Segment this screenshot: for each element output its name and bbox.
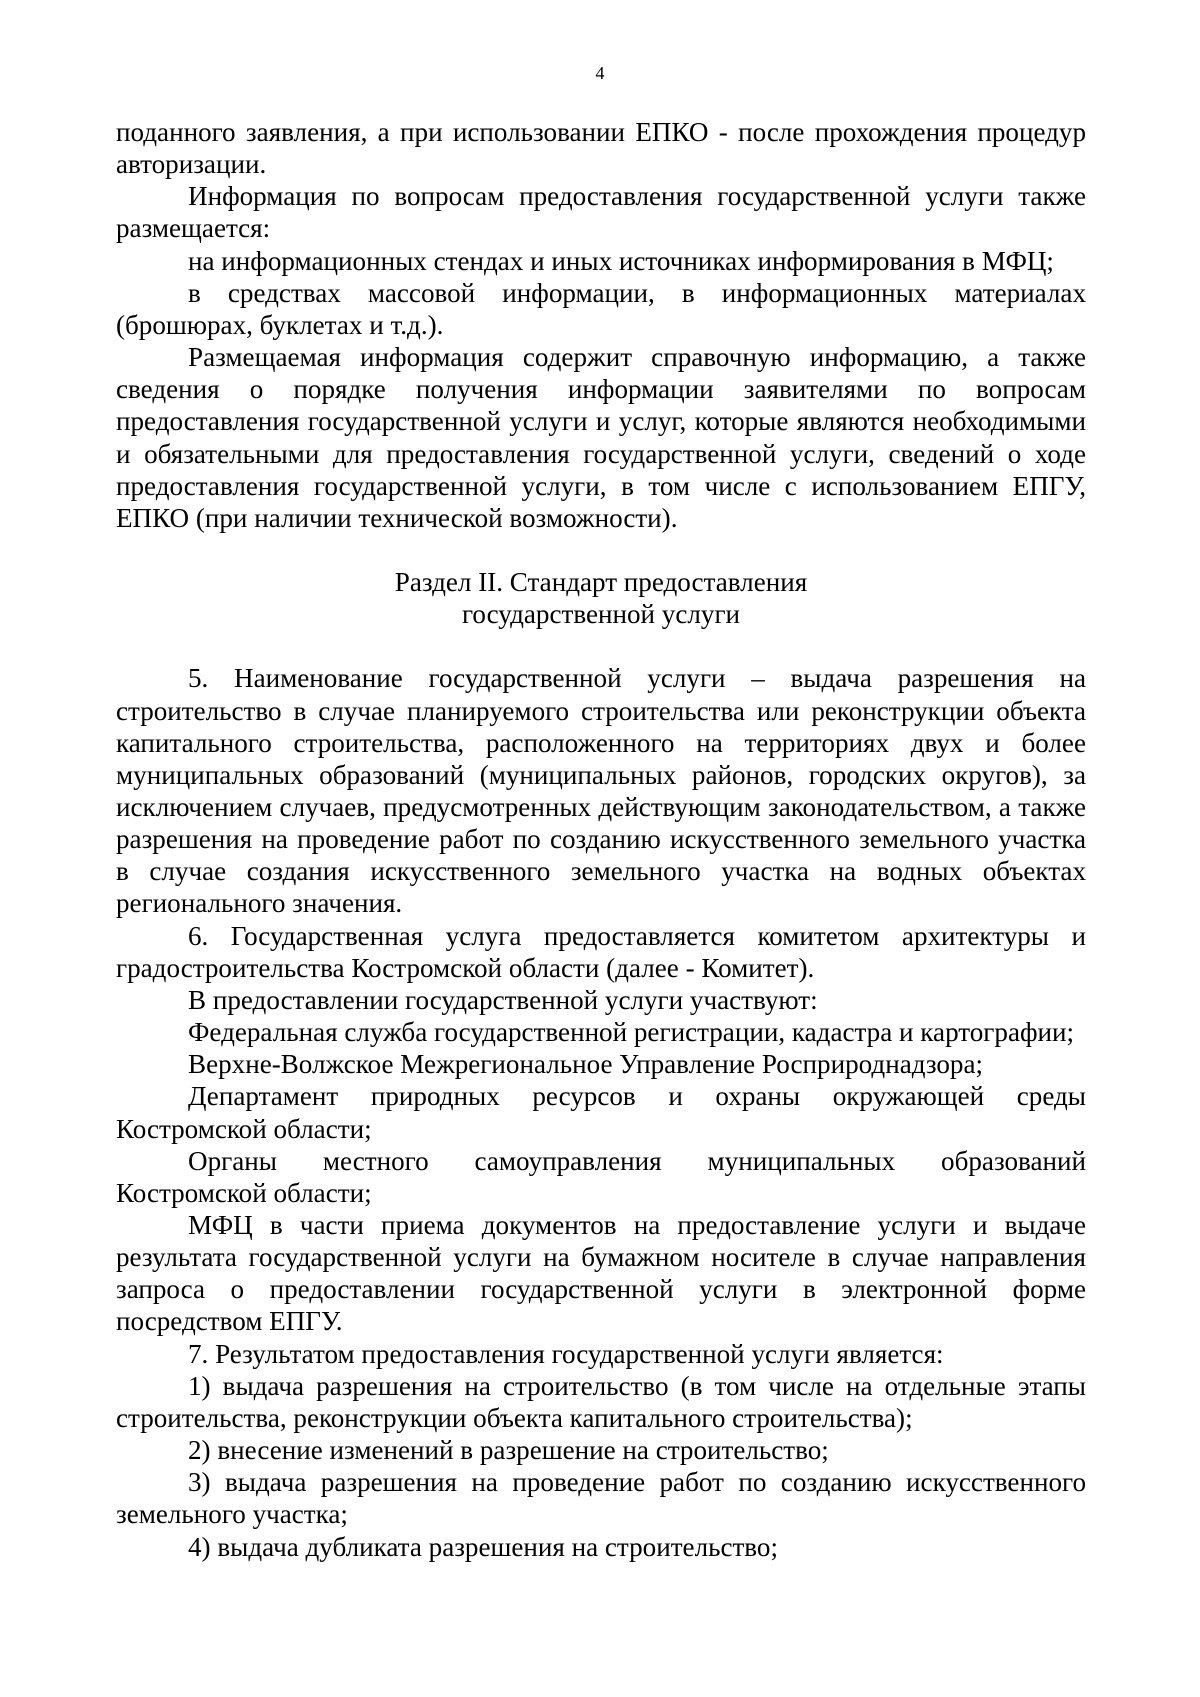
paragraph: 6. Государственная услуга предоставляется комитетом архитектуры и градостроительства Костромской области (далее - Комитет).	[116, 920, 1086, 983]
paragraph: В предоставлении государственной услуги участвуют:	[188, 984, 818, 1015]
paragraph: Федеральная служба государственной регистрации, кадастра и картографии;	[188, 1017, 1075, 1048]
paragraphs-after-section	[116, 662, 1086, 1562]
paragraph: Верхне-Волжское Межрегиональное Управление Росприроднадзора;	[188, 1049, 984, 1080]
paragraph: 2) внесение изменений в разрешение на строительство;	[188, 1435, 829, 1466]
paragraph: 3) выдача разрешения на проведение работ по созданию искусственного земельного участка;	[116, 1467, 1086, 1530]
section-title-line-2: государственной услуги	[461, 599, 741, 630]
paragraph: 7. Результатом предоставления государственной услуги является:	[188, 1338, 944, 1369]
paragraph: на информационных стендах и иных источниках информирования в МФЦ;	[188, 245, 1054, 276]
paragraph: в средствах массовой информации, в информационных материалах (брошюрах, буклетах и т.д.).	[116, 277, 1086, 340]
section-title-line-1: Раздел II. Стандарт предоставления	[394, 567, 808, 598]
paragraph: 4) выдача дубликата разрешения на строительство;	[188, 1531, 778, 1562]
paragraph: поданного заявления, а при использовании ЕПКО - после прохождения процедур авторизации.	[116, 117, 1086, 180]
paragraph: МФЦ в части приема документов на предоставление услуги и выдаче результата государственной услуги на бумажном носителе в случае направления запроса о предоставлении государственной услуги в электронной форме посредством ЕПГУ.	[116, 1210, 1086, 1337]
paragraph: Департамент природных ресурсов и охраны окружающей среды Костромской области;	[116, 1081, 1086, 1144]
document-body	[116, 116, 1086, 1563]
paragraph: Размещаемая информация содержит справочную информацию, а также сведения о порядке получения информации заявителями по вопросам предоставления государственной услуги и услуг, которые являются необходимыми и обязательными для предоставления государственной услуги, сведений о ходе предоставления государственной услуги, в том числе с использованием ЕПГУ, ЕПКО (при наличии технической возможности).	[116, 342, 1086, 533]
section-title	[116, 566, 1086, 630]
paragraph: 5. Наименование государственной услуги – выдача разрешения на строительство в случае планируемого строительства или реконструкции объекта капитального строительства, расположенного на территориях двух и более муниципальных образований (муниципальных районов, городских округов), за исключением случаев, предусмотренных действующим законодательством, а также разрешения на проведение работ по созданию искусственного земельного участка в случае создания искусственного земельного участка на водных объектах регионального значения.	[116, 663, 1086, 919]
paragraph: 1) выдача разрешения на строительство (в том числе на отдельные этапы строительства, реконструкции объекта капитального строительства);	[116, 1370, 1086, 1433]
paragraphs-before-section	[116, 116, 1086, 534]
paragraph: Информация по вопросам предоставления государственной услуги также размещается:	[116, 181, 1086, 244]
paragraph: Органы местного самоуправления муниципальных образований Костромской области;	[116, 1145, 1086, 1208]
page-number: 4	[595, 63, 605, 83]
